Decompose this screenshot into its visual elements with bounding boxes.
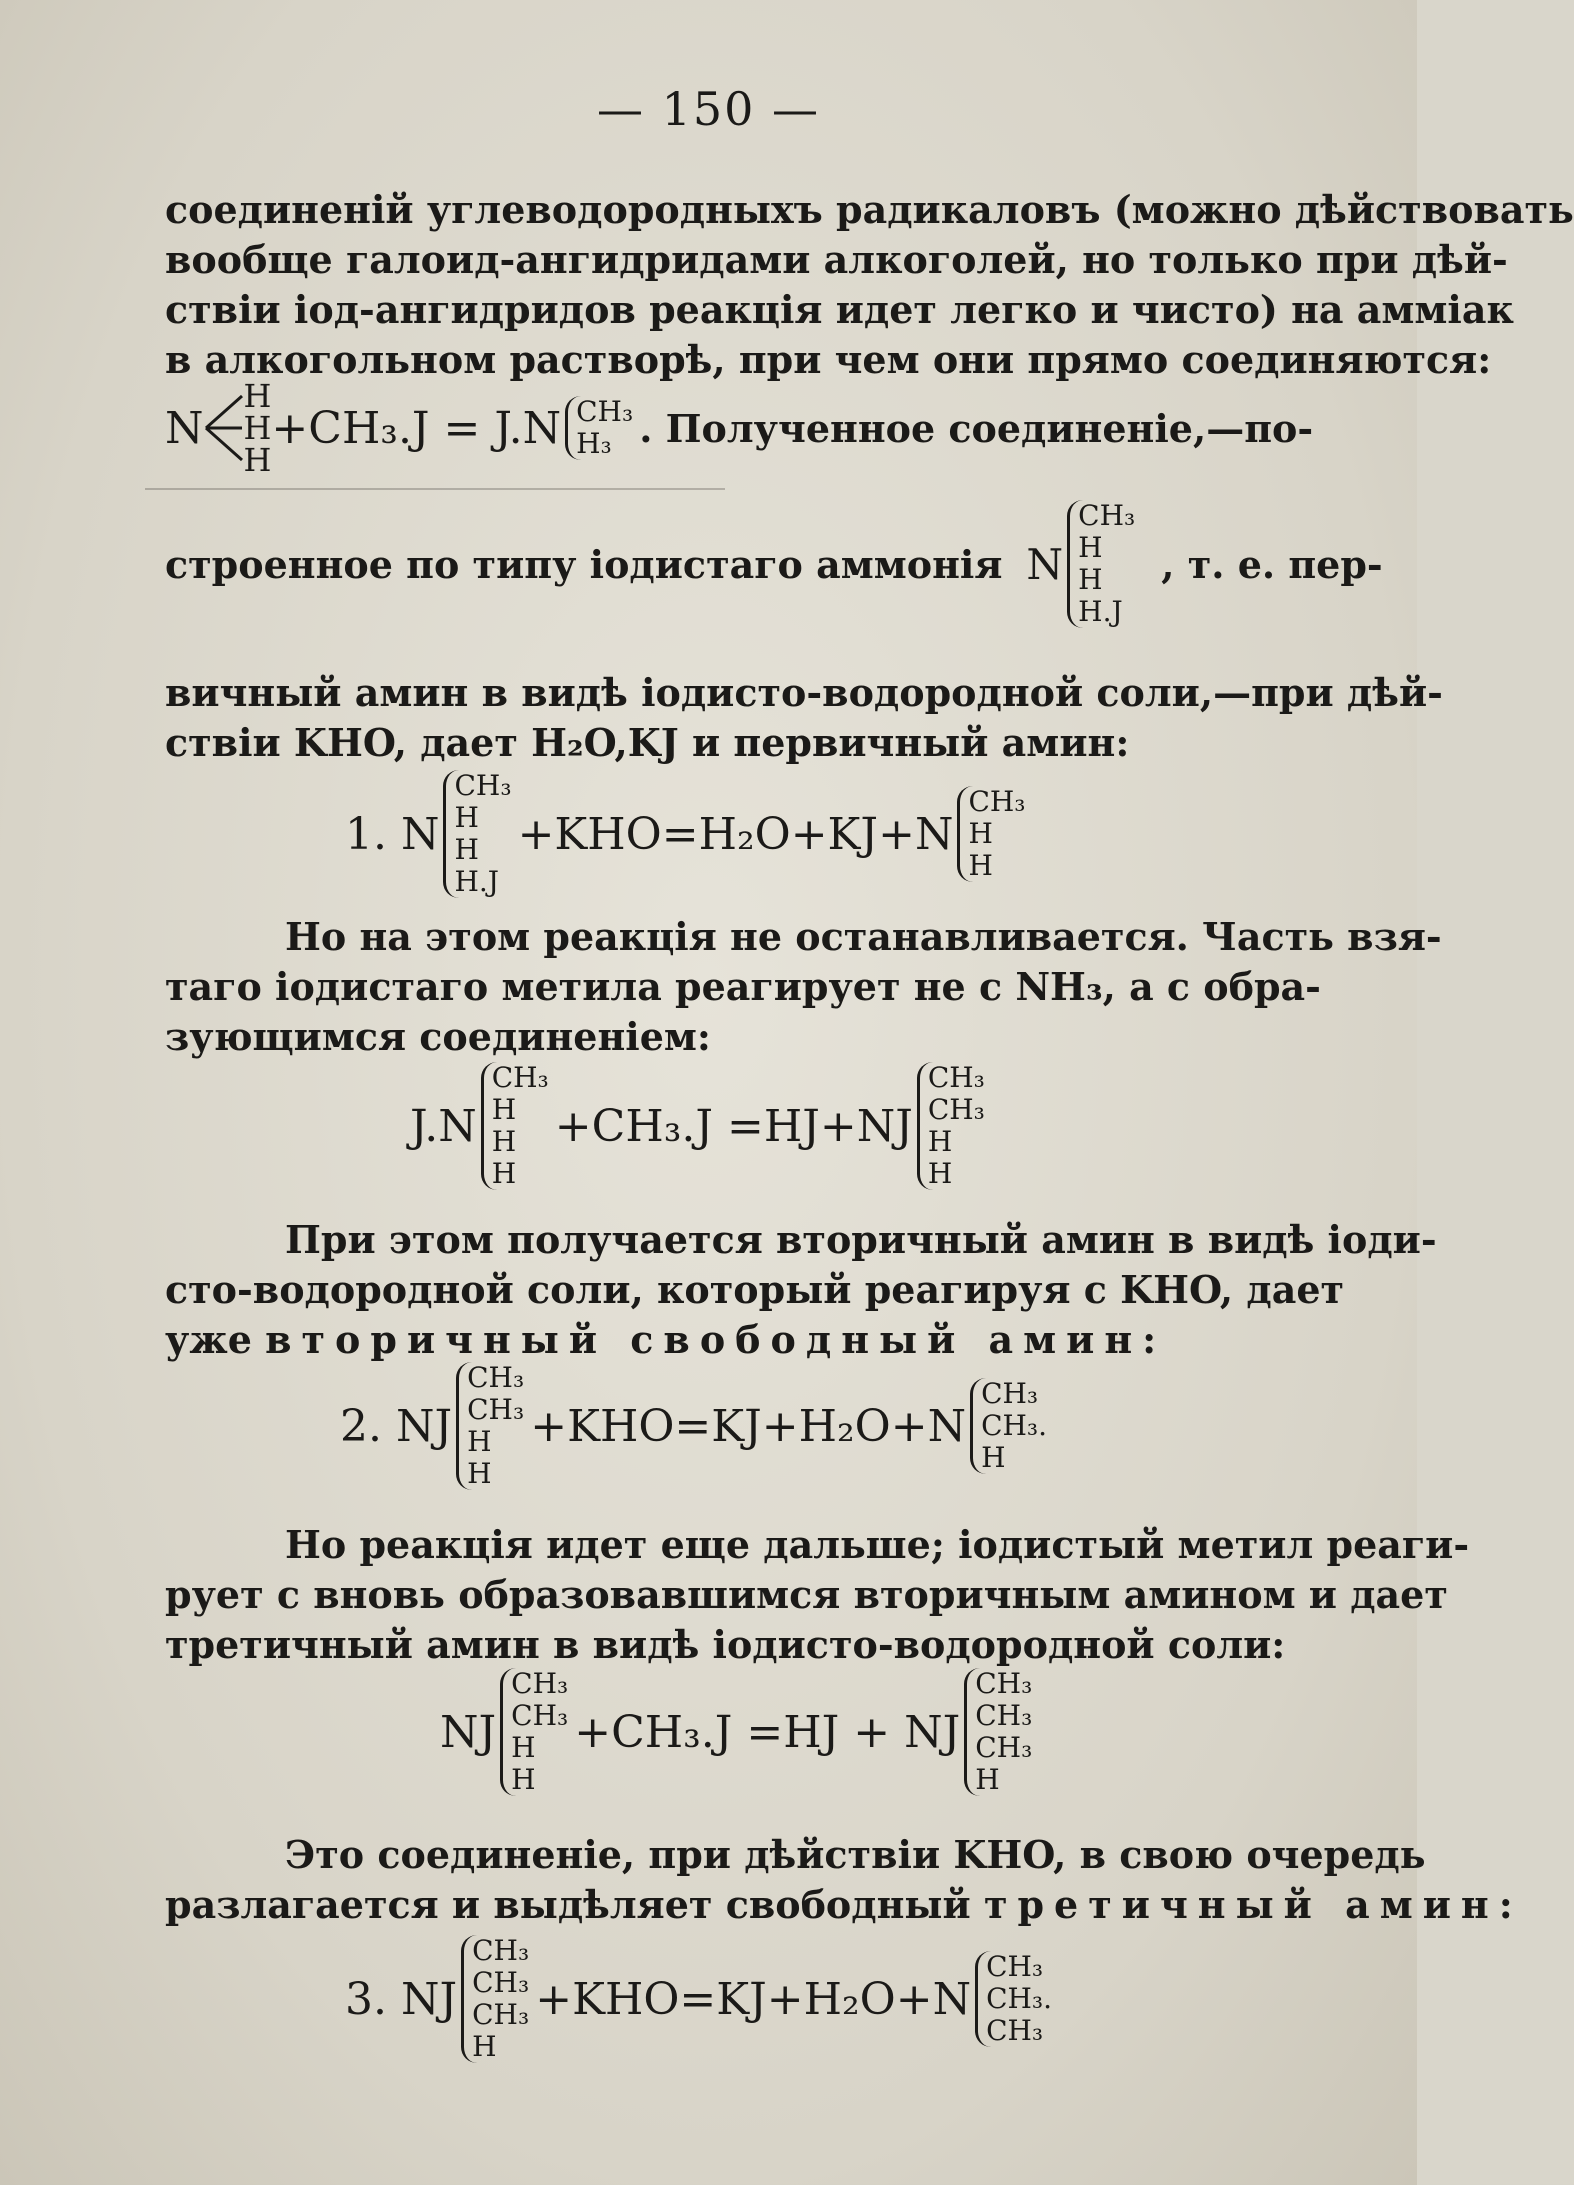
brace-item: H <box>511 1731 536 1764</box>
para1-line4: в алкогольном растворѣ, при чем они прямо соединяются: <box>165 337 1492 382</box>
brace-item: CH₃ <box>472 1998 530 2031</box>
para1-line3: ствіи іод-ангидридов реакція идет легко и чисто) на амміак <box>165 287 1514 332</box>
brace-eq2b-right <box>964 1668 1032 1796</box>
para6-line1: Это соединеніе, при дѣйствіи KHO, в свою очередь <box>285 1832 1426 1877</box>
para6-spaced: третичный амин: <box>983 1882 1523 1927</box>
brace-item: H <box>927 1125 953 1158</box>
para5-line3: третичный амин в видѣ іодисто-водородной соли: <box>165 1622 1286 1667</box>
para5-line2: рует с вновь образовавшимся вторичным амином и дает <box>165 1572 1448 1617</box>
brace-item: CH₃ <box>472 1934 530 1967</box>
brace-item: CH₃. <box>981 1409 1048 1442</box>
para1-line2: вообще галоид-ангидридами алкоголей, но только при дѣй- <box>165 237 1508 282</box>
brace-item: H <box>491 1093 517 1126</box>
brace-item: CH₃ <box>491 1061 549 1094</box>
para1-line1: соединеній углеводородныхъ радикаловъ (можно дѣйствовать <box>165 187 1574 232</box>
formula-f0-tail: . Полученное соединеніе,—по- <box>639 405 1314 451</box>
para2-line2 <box>165 718 1375 768</box>
brace-eq2b-left <box>500 1668 568 1796</box>
fan-h1: H <box>243 377 272 415</box>
para4-line2: сто-водородной соли, который реагируя с KHO, дает <box>165 1267 1345 1312</box>
brace-iod-item: H <box>1078 531 1103 564</box>
para4-line1: При этом получается вторичный амин в видѣ іоди- <box>285 1217 1437 1262</box>
brace-item: CH₃ <box>975 1731 1033 1764</box>
eq1-mid: +KHO=H₂O+KJ+N <box>517 808 954 860</box>
para4-line3-text: уже <box>165 1317 252 1362</box>
eq1-label: 1. <box>345 808 387 860</box>
eq2b-mid: +CH₃.J =HJ + NJ <box>574 1706 961 1758</box>
brace-item: H <box>981 1441 1006 1474</box>
brace-item: H.J <box>454 865 500 898</box>
brace-item: H <box>968 817 993 850</box>
equation-2b <box>440 1668 1038 1796</box>
eq3-label: 3. <box>345 1973 387 2025</box>
brace-item: CH₃ <box>472 1966 530 1999</box>
brace-iod <box>1067 500 1135 628</box>
brace-item: CH₃. <box>986 1982 1053 2015</box>
eq3-mid: +KHO=KJ+H₂O+N <box>535 1973 972 2025</box>
formula-n: N <box>165 402 204 454</box>
brace-eq3-left <box>461 1935 529 2063</box>
formula-iodide-line <box>165 499 1383 628</box>
brace-item: H <box>472 2030 497 2063</box>
formula-f0-mid: +CH₃.J = J.N <box>271 402 562 454</box>
para2-line2-text: ствіи KHO, дает H₂O,KJ и первичный амин: <box>165 720 1130 765</box>
equation-2 <box>340 1362 1053 1490</box>
brace-item: CH₃ <box>968 785 1026 818</box>
eq2b-pre: NJ <box>440 1706 497 1758</box>
eq3-pre: NJ <box>400 1973 458 2025</box>
equation-1 <box>345 770 1032 898</box>
brace-item: CH₃ <box>467 1393 525 1426</box>
para3-line3: зующимся соединеніем: <box>165 1014 711 1059</box>
brace-f0 <box>565 396 633 460</box>
eq2-pre: NJ <box>395 1400 453 1452</box>
para2-line1: вичный амин в видѣ іодисто-водородной соли,—при дѣй- <box>165 670 1443 715</box>
brace-iod-item: CH₃ <box>1078 499 1136 532</box>
brace-iod-item: H.J <box>1078 595 1123 628</box>
eq2-mid: +KHO=KJ+H₂O+N <box>530 1400 967 1452</box>
brace-item: CH₃ <box>511 1667 569 1700</box>
brace-item: H <box>454 801 479 834</box>
brace-item: CH₃ <box>975 1667 1033 1700</box>
brace-item: CH₃ <box>927 1061 985 1094</box>
eq1b-pre: J.N <box>410 1100 477 1152</box>
eq1-n1: N <box>400 808 440 860</box>
para6-line2 <box>165 1880 1523 1930</box>
brace-item: H <box>511 1763 536 1796</box>
iod-pre: строенное по типу іодистаго аммонія <box>165 541 1003 587</box>
brace-item: H <box>491 1125 517 1158</box>
brace-eq1-left <box>443 770 511 898</box>
equation-1b <box>410 1062 991 1190</box>
brace-item: H <box>454 833 479 866</box>
brace-eq2-left <box>456 1362 524 1490</box>
brace-item: CH₃ <box>975 1699 1033 1732</box>
brace-item: H <box>968 849 993 882</box>
brace-item: H <box>491 1157 517 1190</box>
fan-h2: H <box>243 409 272 447</box>
para3-line1: Но на этом реакція не останавливается. Часть взя- <box>285 914 1442 959</box>
brace-f0-item: CH₃ <box>576 395 634 428</box>
brace-item: H <box>975 1763 1000 1796</box>
brace-eq1b-right <box>917 1062 985 1190</box>
para5-line1: Но реакція идет еще дальше; іодистый метил реаги- <box>285 1522 1470 1567</box>
para6-line2-text: разлагается и выдѣляет свободный <box>165 1882 971 1927</box>
brace-item: CH₃ <box>467 1361 525 1394</box>
fan-lines-icon <box>204 378 244 478</box>
eq1b-mid: +CH₃.J =HJ+NJ <box>554 1100 913 1152</box>
brace-item: H <box>927 1157 953 1190</box>
para3-line2: таго іодистаго метила реагирует не с NH₃, а с обра- <box>165 964 1321 1009</box>
iod-n: N <box>1026 539 1064 589</box>
brace-item: H <box>467 1425 492 1458</box>
brace-item: CH₃ <box>986 1950 1044 1983</box>
brace-item: H <box>467 1457 492 1490</box>
brace-f0-item: H₃ <box>576 427 612 460</box>
divider-stain <box>145 488 725 490</box>
formula-ammonia-reaction <box>165 378 1375 478</box>
eq2-label: 2. <box>340 1400 382 1452</box>
brace-item: CH₃ <box>986 2014 1044 2047</box>
brace-item: CH₃ <box>454 769 512 802</box>
fan-h3: H <box>243 441 272 479</box>
brace-item: CH₃ <box>927 1093 985 1126</box>
equation-3 <box>345 1935 1058 2063</box>
brace-item: CH₃ <box>981 1377 1039 1410</box>
brace-eq1-right <box>957 786 1025 882</box>
brace-iod-item: H <box>1078 563 1103 596</box>
para4-line3 <box>165 1315 1375 1365</box>
ammonia-fan <box>204 378 272 478</box>
para4-spaced: вторичный свободный амин: <box>265 1317 1167 1362</box>
page-number: — 150 — <box>596 82 821 136</box>
brace-eq3-right <box>975 1951 1052 2047</box>
brace-eq1b-left <box>481 1062 549 1190</box>
brace-item: CH₃ <box>511 1699 569 1732</box>
iod-post: , т. е. пер- <box>1161 541 1383 587</box>
brace-eq2-right <box>970 1378 1047 1474</box>
